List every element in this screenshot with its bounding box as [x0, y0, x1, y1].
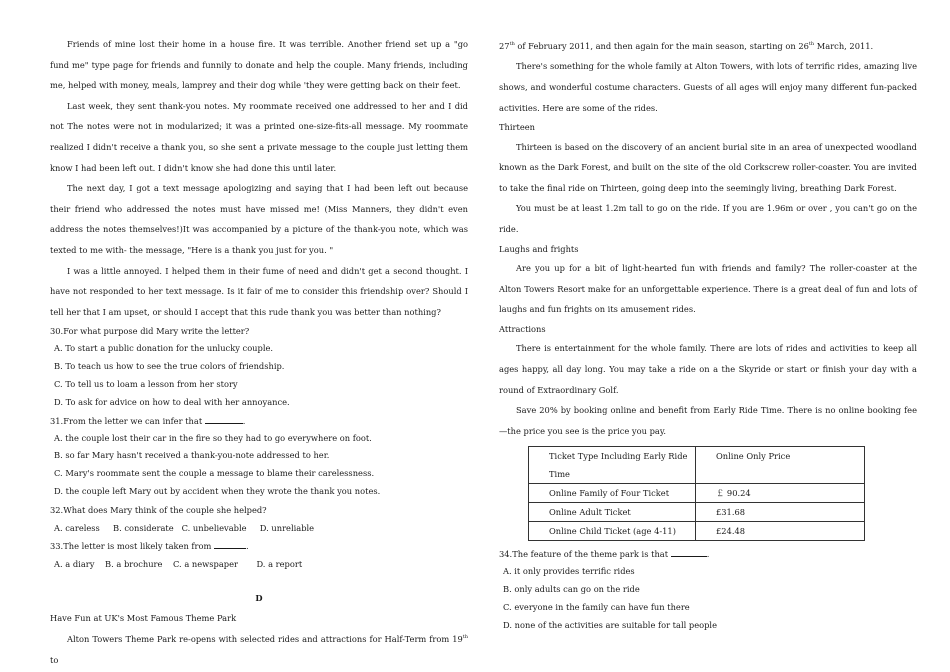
stem-end: . [242, 415, 246, 426]
section-label: D [255, 592, 263, 603]
question-stem [499, 545, 917, 563]
heading-thirteen: Thirteen [499, 122, 535, 133]
question-34 [499, 545, 917, 634]
answer-blank [671, 548, 707, 557]
table-row [529, 484, 865, 503]
option-a: A. the couple lost their car in the fire so they had to go everywhere on foot. [54, 432, 372, 443]
stem-end: . [706, 549, 710, 560]
question-31 [50, 412, 468, 501]
column-header-ticket-type: Ticket Type Including Early Ride Time [529, 447, 696, 484]
intro-end: to [50, 654, 59, 665]
options-row [50, 555, 468, 573]
right-column [499, 34, 917, 635]
question-stem: 30.For what purpose did Mary write the letter? [50, 326, 250, 337]
ordinal-suffix: th [462, 634, 468, 641]
option-d: D. unreliable [259, 522, 315, 533]
question-32 [50, 501, 468, 537]
date-day: 27 [499, 40, 510, 51]
attractions-paragraph: There is entertainment for the whole family. There are lots of rides and activities to keep all ages happy, all day long. You may take a ride on a the Skyride or start or finish your day with a round of Extraordinary Golf. [499, 343, 917, 395]
letter-paragraph-3: The next day, I got a text message apologizing and saying that I had been left out because their friend who addressed the notes must have missed me! (Miss Manners, they didn't even address the notes themselves!)It was accompanied by a picture of the thank-you note, which was texted to me with- the message, "Here is a thank you just for you. " [50, 183, 468, 255]
stem-text: 34.The feature of the theme park is that [499, 549, 669, 560]
table-row [529, 522, 865, 541]
option-d: D. the couple left Mary out by accident when they wrote the thank you notes. [54, 485, 381, 496]
question-33 [50, 537, 468, 573]
left-column [50, 34, 468, 670]
letter-paragraph-1: Friends of mine lost their home in a house fire. It was terrible. Another friend set up a "go fund me" type page for friends and funnily to donate and help the couple. Many friends, including me, helped with money, meals, lamprey and their dog while 'they were getting back on their feet. [50, 39, 468, 91]
option-b: B. a brochure [104, 558, 163, 569]
price-cell: £24.48 [696, 522, 865, 541]
stem-end: . [245, 540, 249, 551]
option-b: B. considerate [113, 522, 174, 533]
letter-paragraph-2: Last week, they sent thank-you notes. My roommate received one addressed to her and I did not The notes were not in modularized; it was a printed one-size-fits-all message. My roommate realized I didn't receive a thank you, so she sent a private message to the couple just letting them know I had been left out. I didn't know she had done this until later. [50, 100, 468, 173]
passage-intro-paragraph: There's something for the whole family at Alton Towers, with lots of terrific rides, amazing live shows, and wonderful costume characters. Guests of all ages will enjoy many different fun-packed activities. Here are some of the rides. [499, 61, 917, 113]
answer-blank [214, 540, 246, 549]
ticket-type-cell: Online Adult Ticket [529, 503, 696, 522]
answer-blank [205, 415, 243, 424]
options-row [50, 519, 468, 537]
price-cell: £31.68 [696, 503, 865, 522]
ticket-type-cell: Online Child Ticket (age 4-11) [529, 522, 696, 541]
heading-laughs: Laughs and frights [499, 243, 579, 254]
option-d: D. To ask for advice on how to deal with her annoyance. [54, 396, 290, 407]
height-rule-paragraph: You must be at least 1.2m tall to go on the ride. If you are 1.96m or over , you can't go on the ride. [499, 203, 917, 235]
question-stem [50, 412, 468, 430]
table-row [529, 503, 865, 522]
option-c: C. To tell us to loam a lesson from her story [54, 378, 238, 389]
option-d: D. a report [256, 558, 303, 569]
date-end: March, 2011. [814, 40, 874, 51]
ordinal-suffix: th [509, 41, 515, 47]
thirteen-paragraph: Thirteen is based on the discovery of an ancient burial site in an area of unexpected woodland known as the Dark Forest, and built on the site of the old Corkscrew roller-coaster. You are invited to take the final ride on Thirteen, going deep into the seemingly living, breathing Dark Forest. [499, 141, 917, 193]
option-c: C. everyone in the family can have fun there [503, 601, 690, 612]
question-stem: 32.What does Mary think of the couple she helped? [50, 504, 267, 515]
question-stem [50, 537, 468, 555]
option-c: C. Mary's roommate sent the couple a message to blame their carelessness. [54, 468, 375, 479]
option-b: B. only adults can go on the ride [503, 584, 640, 595]
option-a: A. To start a public donation for the unlucky couple. [54, 343, 274, 354]
option-a: A. it only provides terrific rides [503, 566, 635, 577]
option-a: A. careless [54, 522, 100, 533]
ticket-type-cell: Online Family of Four Ticket [529, 484, 696, 503]
passage-intro [50, 627, 468, 670]
ordinal-suffix: th [808, 41, 815, 47]
column-header-price: Online Only Price [696, 447, 865, 484]
option-c: C. a newspaper [173, 558, 238, 569]
question-30 [50, 322, 468, 411]
laughs-paragraph: Are you up for a bit of light-hearted fun with friends and family? The roller-coaster at the Alton Towers Resort make for an unforgettable experience. There is a great deal of fun and lots of laughs and fun frights on its amusement rides. [499, 263, 917, 315]
option-a: A. a diary [54, 558, 95, 569]
passage-title: Have Fun at UK's Most Famous Theme Park [50, 612, 237, 623]
table-header-row [529, 447, 865, 484]
intro-text: Alton Towers Theme Park re-opens with selected rides and attractions for Half-Term from 19 [67, 633, 463, 644]
ticket-price-table [528, 446, 865, 541]
letter-paragraph-4: I was a little annoyed. I helped them in their fume of need and didn't get a second thought. I have not responded to her text message. Is it fair of me to consider this friendship over? Should I tell her that I am upset, or should I accept that this rude thank you was better than nothing? [50, 265, 468, 317]
option-c: C. unbelievable [181, 522, 247, 533]
date-text: of February 2011, and then again for the main season, starting on 26 [514, 40, 809, 51]
heading-attractions: Attractions [499, 323, 546, 334]
price-cell: ￡ 90.24 [696, 484, 865, 503]
passage-dates [499, 34, 917, 56]
booking-paragraph: Save 20% by booking online and benefit from Early Ride Time. There is no online booking fee—the price you see is the price you pay. [499, 405, 917, 436]
stem-text: 33.The letter is most likely taken from [50, 540, 212, 551]
option-b: B. so far Mary hasn't received a thank-you-note addressed to her. [54, 450, 330, 461]
stem-text: 31.From the letter we can infer that [50, 415, 203, 426]
option-b: B. To teach us how to see the true colors of friendship. [54, 361, 285, 372]
option-d: D. none of the activities are suitable for tall people [503, 619, 717, 630]
